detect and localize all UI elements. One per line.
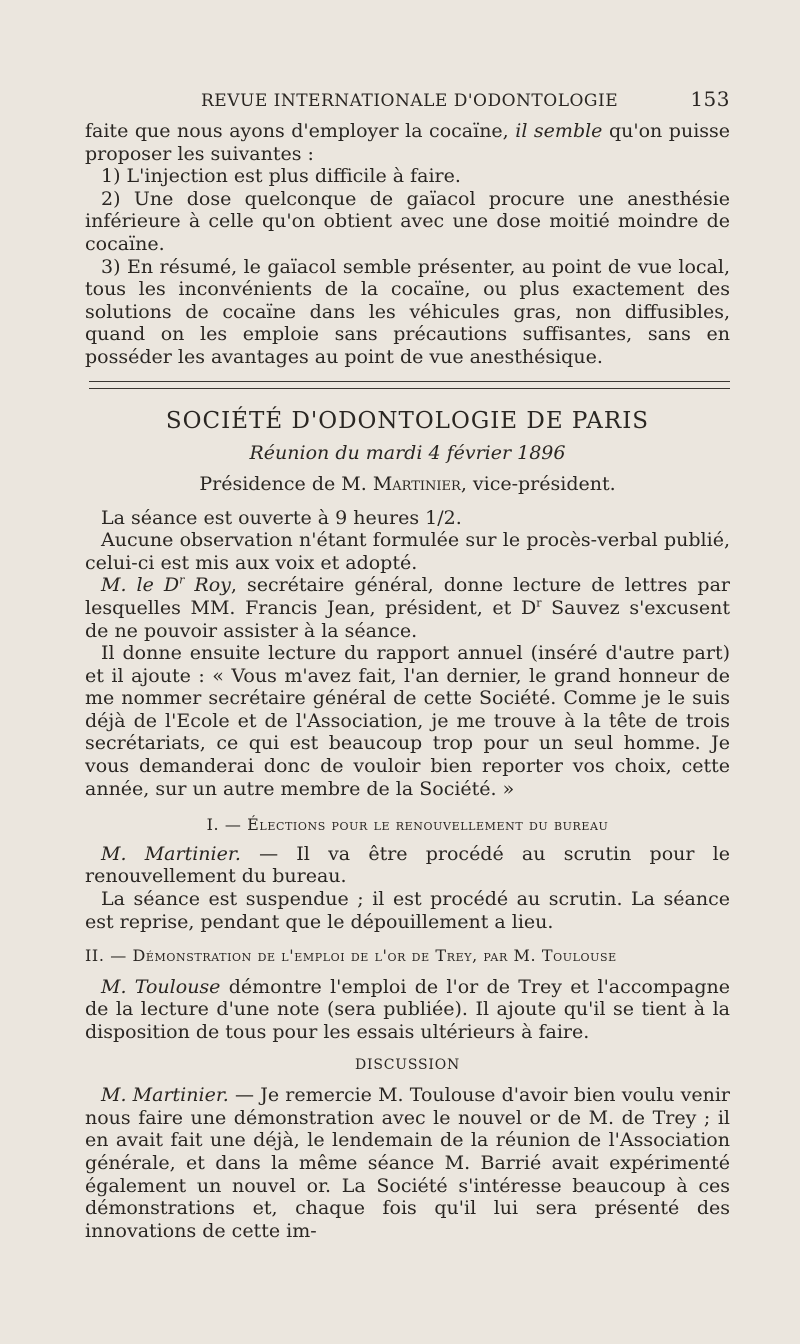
emphasis: il semble xyxy=(515,120,603,142)
opening-paragraph-3: M. le $D^r$ Roy, secrétaire général, donne lecture de lettres par lesquelles MM. Francis Jean, président, et $D^r$ Sauvez s'excusent de ne pouvoir assister à la séance. xyxy=(85,573,731,642)
book-page xyxy=(85,84,730,1242)
section-heading-1: I. — Élections pour le renouvellement du bureau xyxy=(206,815,609,835)
running-head-title: REVUE INTERNATIONALE D'ODONTOLOGIE xyxy=(201,91,619,111)
discussion-heading: DISCUSSION xyxy=(354,1056,461,1073)
list-item-1: 1) L'injection est plus difficile à faire. xyxy=(101,165,461,188)
society-heading: SOCIÉTÉ D'ODONTOLOGIE DE PARIS xyxy=(165,407,650,434)
list-item-2: 2) Une dose quelconque de gaïacol procure une anesthésie inférieure à celle qu'on obtient avec une dose moitié moindre de cocaïne. xyxy=(85,187,730,255)
opening-paragraph-2: Aucune observation n'étant formulée sur le procès-verbal publié, celui-ci est mis aux voix et adopté. xyxy=(85,529,730,574)
section-1-paragraph-1: M. Martinier. — Il va être procédé au scrutin pour le renouvellement du bureau. xyxy=(85,842,730,888)
presidence-line: Présidence de M. Martinier, vice-président. xyxy=(199,472,616,495)
opening-paragraph-1: La séance est ouverte à 9 heures 1/2. xyxy=(101,506,462,529)
page-number: 153 xyxy=(690,87,730,111)
section-1-paragraph-2: La séance est suspendue ; il est procédé au scrutin. La séance est reprise, pendant que le dépouillement a lieu. xyxy=(85,888,730,933)
intro-paragraph: faite que nous ayons d'employer la cocaïne, il semble qu'on puisse proposer les suivantes : xyxy=(85,120,731,165)
meeting-date: Réunion du mardi 4 février 1896 xyxy=(249,441,566,464)
section-heading-2: II. — Démonstration de l'emploi de l'or de Trey, par M. Toulouse xyxy=(85,946,617,966)
opening-paragraph-4: Il donne ensuite lecture du rapport annuel (inséré d'autre part) et il ajoute : « Vous m'avez fait, l'an dernier, le grand honneur de me nommer secrétaire général de cette Société. Comme je le suis déjà de l'Ecole et de l'Association, je me trouve à la tête de trois secrétariats, ce qui est beaucoup trop pour un seul homme. Je vous demanderai donc de vouloir bien reporter vos choix, cette année, sur un autre membre de la Société. » xyxy=(85,642,730,800)
list-item-3: 3) En résumé, le gaïacol semble présenter, au point de vue local, tous les inconvénients de la cocaïne, ou plus exactement des solutions de cocaïne dans les véhicules gras, non diffusibles, quand on les emploie sans précautions suffisantes, sans en posséder les avantages au point de vue anesthésique. xyxy=(85,255,730,368)
section-2-paragraph-1: M. Toulouse démontre l'emploi de l'or de Trey et l'accompagne de la lecture d'une note (sera publiée). Il ajoute qu'il se tient à la disposition de tous pour les essais ultérieurs à faire. xyxy=(85,975,730,1043)
running-head xyxy=(85,84,730,120)
discussion-paragraph-1: M. Martinier. — Je remercie M. Toulouse d'avoir bien voulu venir nous faire une démonstration avec le nouvel or de M. de Trey ; il en avait fait une déjà, le lendemain de la réunion de l'Association générale, et dans la même séance M. Barrié avait expérimenté également un nouvel or. La Société s'intéresse beaucoup à ces démonstrations et, chaque fois qu'il lui sera présenté des innovations de cette im- xyxy=(85,1084,731,1242)
double-rule-divider xyxy=(89,381,730,389)
